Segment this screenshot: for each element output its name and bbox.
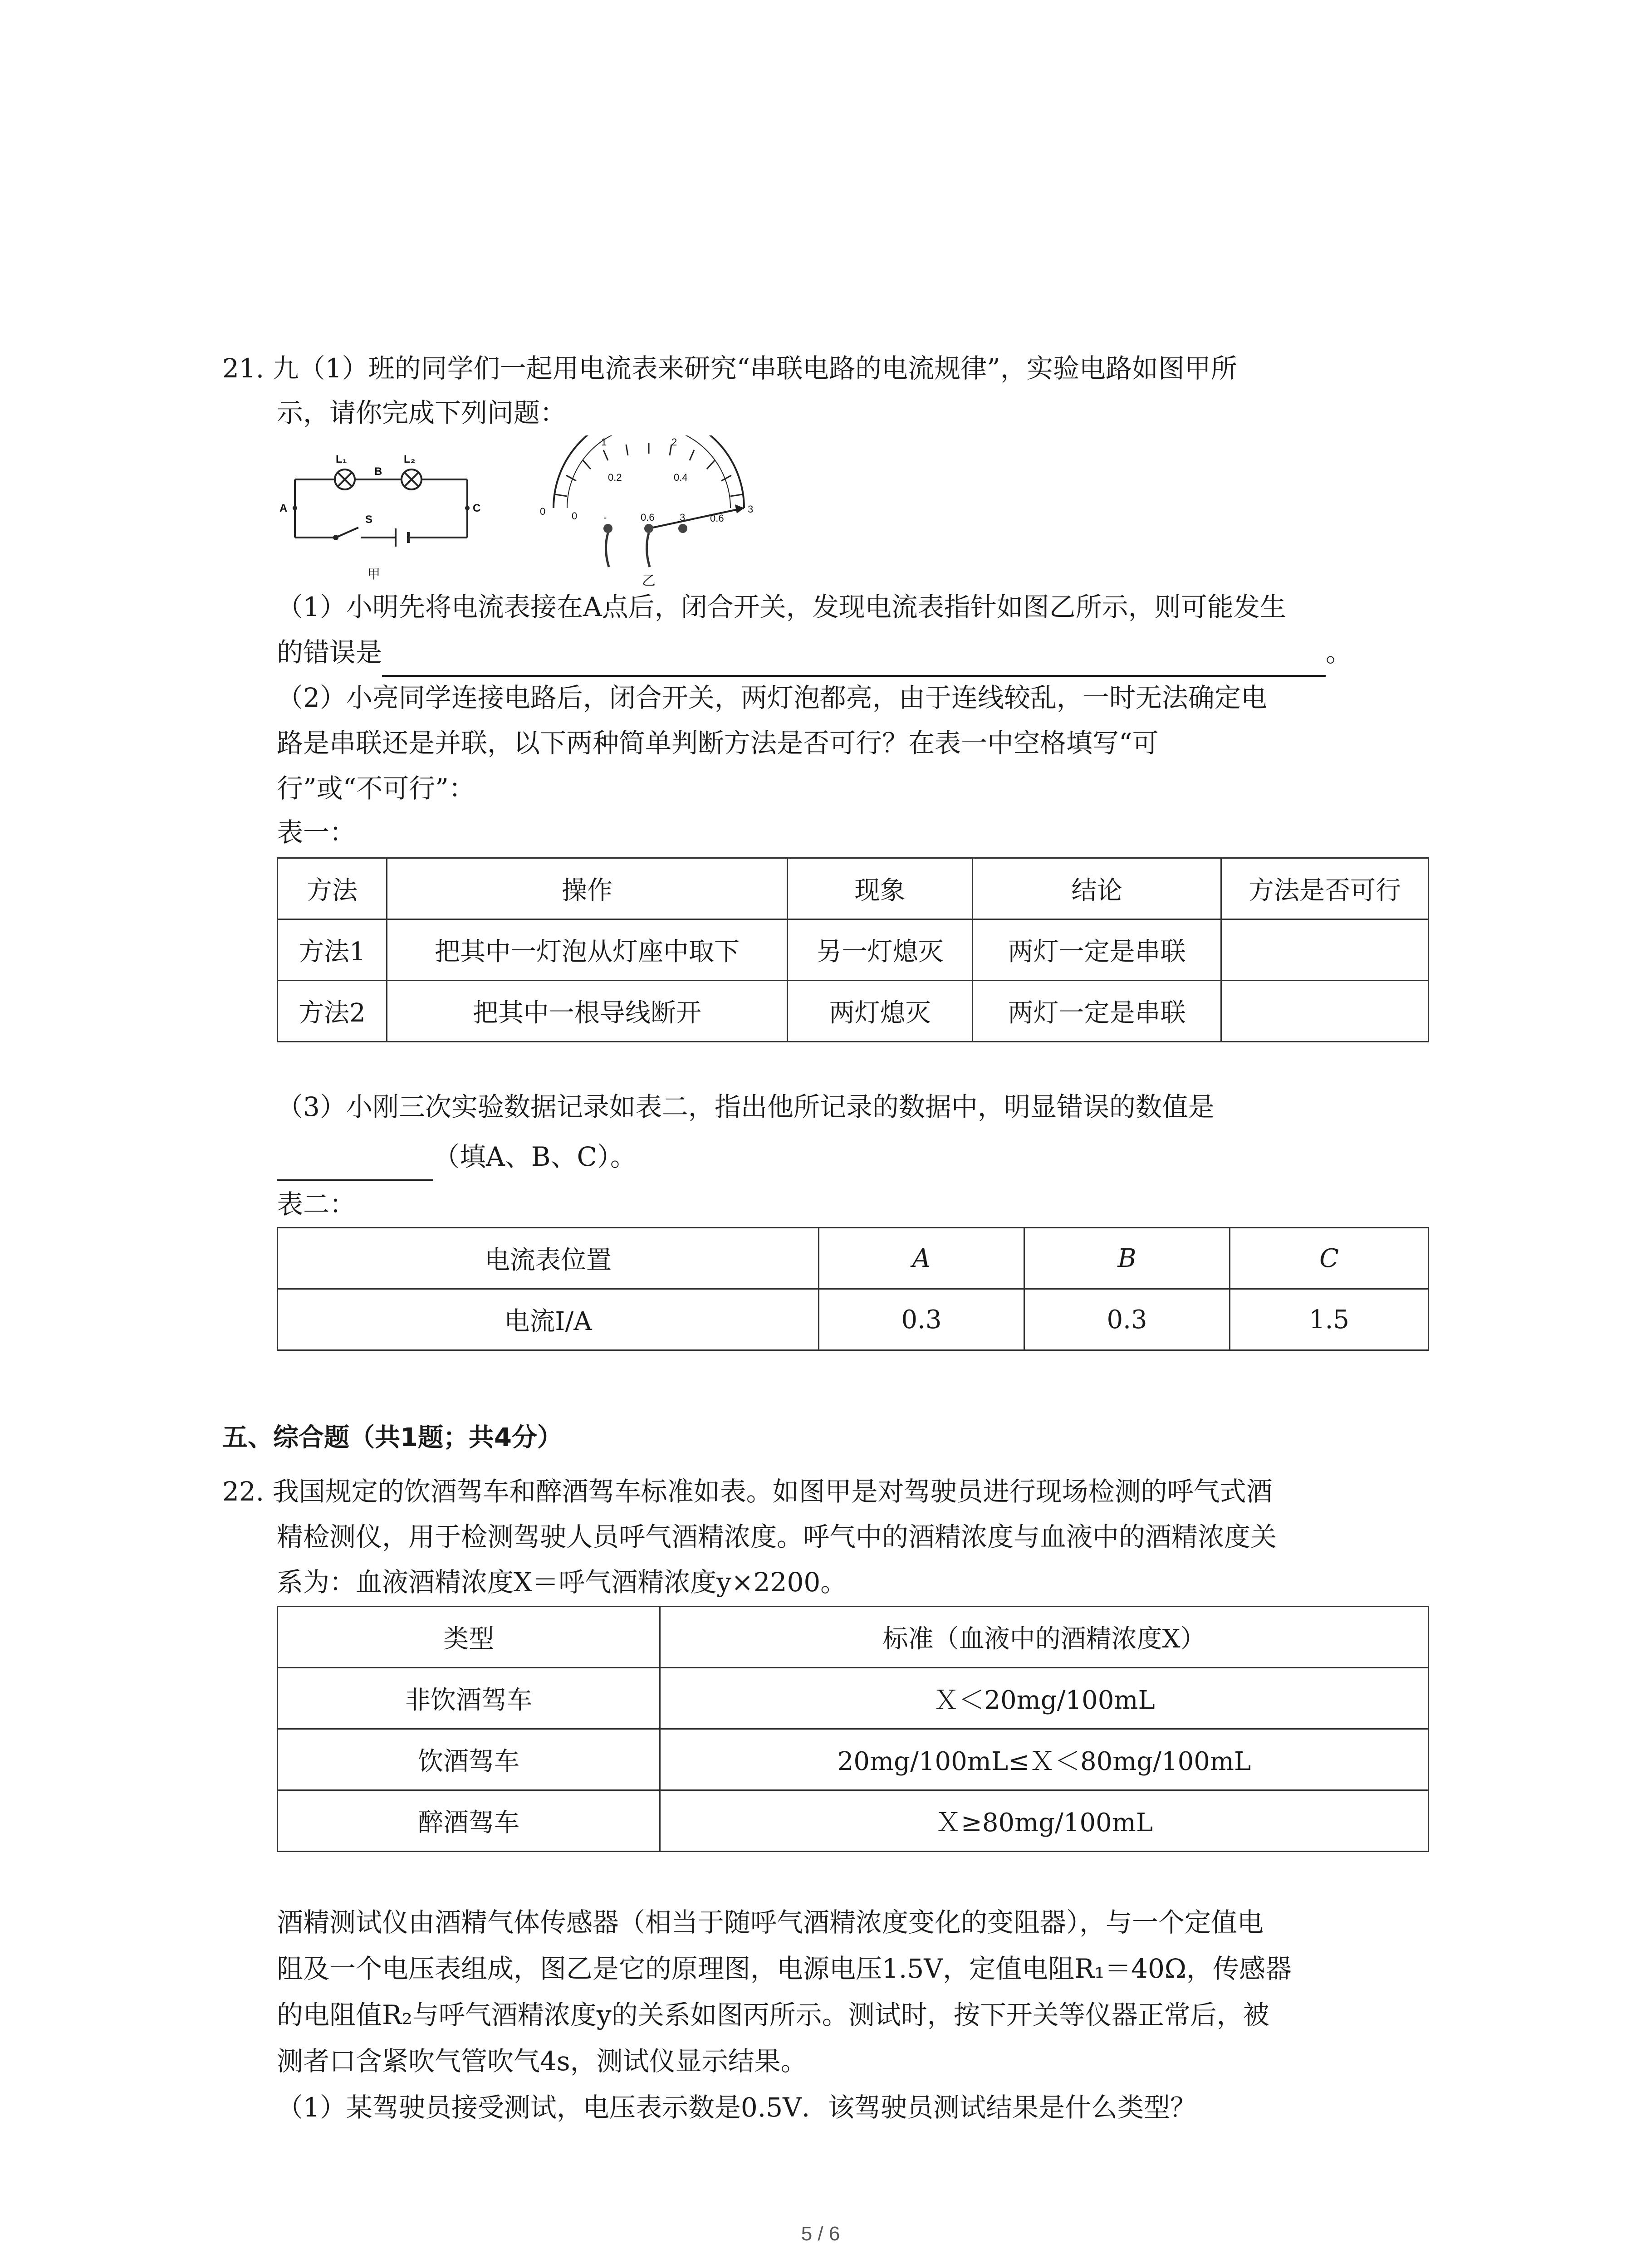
dial-inner-02: 0.2 [608,472,622,483]
dial-inner-0: 0 [572,510,578,522]
table2-label: 表二： [277,1189,356,1220]
q21-p3-line2 [277,1134,637,1181]
circuit-diagram-jia [277,447,490,585]
dial-outer-2: 2 [671,436,677,448]
dial-inner-06: 0.6 [710,513,724,524]
table-row [278,981,1429,1042]
table-2 [277,1227,1429,1351]
page-number: 5 / 6 [801,2223,840,2245]
q21-p3-line1: （3）小刚三次实验数据记录如表二，指出他所记录的数据中，明显错误的数值是 [277,1091,1215,1122]
dial-outer-1: 1 [601,436,607,448]
label-A: A [279,502,288,514]
table1-cell: 把其中一灯泡从灯座中取下 [387,919,788,981]
q21-p1-prefix: 的错误是 [277,637,382,668]
table2-cell: 1.5 [1230,1289,1429,1350]
table-row [278,1729,1429,1790]
table3-cell: Ｘ＜20mg/100mL [660,1668,1429,1729]
table-row [278,1289,1429,1350]
table1-answer-cell[interactable] [1221,919,1429,981]
table1-header-cell: 方法 [278,858,387,919]
label-S: S [365,513,373,526]
q21-p1-suffix: 。 [1326,637,1352,668]
q21-line1: 21. 九（1）班的同学们一起用电流表来研究“串联电路的电流规律”，实验电路如图甲所 [222,353,1237,384]
q22-para-line4: 测者口含紧吹气管吹气4s，测试仪显示结果。 [277,2046,807,2077]
answer-blank-3[interactable] [277,1134,433,1181]
table1-header-row [278,858,1429,919]
table1-header-cell: 操作 [387,858,788,919]
q22-sub1: （1）某驾驶员接受测试，电压表示数是0.5V．该驾驶员测试结果是什么类型？ [277,2092,1197,2123]
table1-cell: 把其中一根导线断开 [387,981,788,1042]
table1-header-cell: 现象 [788,858,973,919]
table1-cell: 两灯一定是串联 [973,981,1221,1042]
table2-cell: 电流I/A [278,1289,819,1350]
table1-answer-cell[interactable] [1221,981,1429,1042]
table2-header-cell: C [1230,1228,1429,1289]
q22-line3: 系为：血液酒精浓度X＝呼气酒精浓度y×2200。 [277,1567,847,1598]
terminal-06: 0.6 [641,512,655,523]
q21-line2: 示，请你完成下列问题： [277,397,567,428]
q21-p2-line2: 路是串联还是并联，以下两种简单判断方法是否可行？在表一中空格填写“可 [277,728,1159,758]
label-L1: L₁ [336,453,347,465]
table1-cell: 另一灯熄灭 [788,919,973,981]
label-C: C [473,502,481,514]
q22-para-line3: 的电阻值R₂与呼气酒精浓度y的关系如图丙所示。测试时，按下开关等仪器正常后，被 [277,1999,1269,2030]
table-row [278,1668,1429,1729]
table1-label: 表一： [277,817,356,848]
table1-cell: 两灯熄灭 [788,981,973,1042]
label-L2: L₂ [404,453,416,465]
q21-p1-line2 [277,630,1352,677]
table1-cell: 方法1 [278,919,387,981]
q22-para-line1: 酒精测试仪由酒精气体传感器（相当于随呼气酒精浓度变化的变阻器），与一个定值电 [277,1907,1264,1938]
table1-cell: 方法2 [278,981,387,1042]
q21-p3-suffix: （填A、B、C）。 [433,1141,637,1172]
table-1 [277,857,1429,1042]
q21-p1-line1: （1）小明先将电流表接在A点后，闭合开关，发现电流表指针如图乙所示，则可能发生 [277,591,1286,622]
table2-cell: 0.3 [1024,1289,1230,1350]
figure-caption-jia: 甲 [367,567,381,582]
table2-header-cell: B [1024,1228,1230,1289]
q22-line2: 精检测仪，用于检测驾驶人员呼气酒精浓度。呼气中的酒精浓度与血液中的酒精浓度关 [277,1521,1277,1552]
table2-cell: 0.3 [819,1289,1024,1350]
table2-header-row [278,1228,1429,1289]
table-row [278,919,1429,981]
section-heading: 五、综合题（共1题；共4分） [222,1423,563,1452]
dial-inner-04: 0.4 [674,472,688,483]
label-B: B [374,465,382,478]
table3-cell: 醉酒驾车 [278,1790,660,1852]
table3-header-cell: 标准（血液中的酒精浓度X） [660,1607,1429,1668]
table1-cell: 两灯一定是串联 [973,919,1221,981]
q22-para-line2: 阻及一个电压表组成，图乙是它的原理图，电源电压1.5V，定值电阻R₁＝40Ω，传感器 [277,1953,1292,1984]
table3-cell: 非饮酒驾车 [278,1668,660,1729]
q21-p2-line3: 行”或“不可行”： [277,773,475,804]
table1-header-cell: 结论 [973,858,1221,919]
table3-header-row [278,1607,1429,1668]
dial-outer-3: 3 [748,503,754,515]
answer-blank-1[interactable] [382,630,1326,677]
table3-header-cell: 类型 [278,1607,660,1668]
table-row [278,1790,1429,1852]
terminal-3: 3 [680,512,686,523]
table3-cell: Ｘ≥80mg/100mL [660,1790,1429,1852]
table2-header-cell: 电流表位置 [278,1228,819,1289]
table3-cell: 饮酒驾车 [278,1729,660,1790]
q22-line1: 22. 我国规定的饮酒驾车和醉酒驾车标准如表。如图甲是对驾驶员进行现场检测的呼气式酒 [222,1476,1273,1507]
figure-caption-yi: 乙 [642,573,656,589]
table2-header-cell: A [819,1228,1024,1289]
ammeter-dial-yi [535,435,762,590]
dial-outer-0: 0 [540,506,546,517]
table1-header-cell: 方法是否可行 [1221,858,1429,919]
table3-cell: 20mg/100mL≤Ｘ＜80mg/100mL [660,1729,1429,1790]
terminal-neg: - [603,512,607,523]
alcohol-standard-table [277,1606,1429,1852]
q21-p2-line1: （2）小亮同学连接电路后，闭合开关，两灯泡都亮，由于连线较乱，一时无法确定电 [277,682,1267,713]
